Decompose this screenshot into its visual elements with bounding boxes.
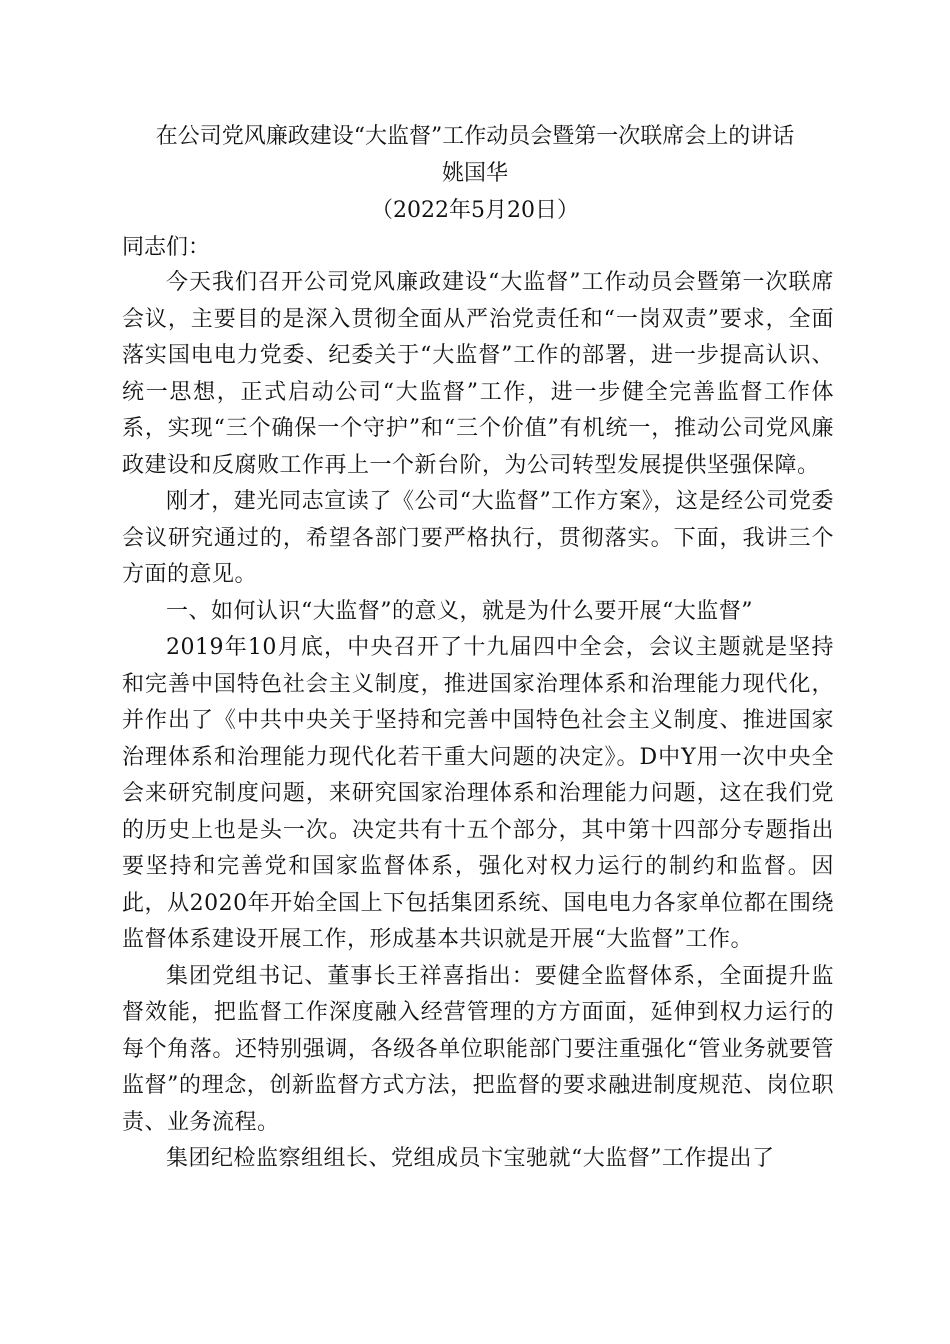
speech-date: （2022年5月20日） (371, 198, 579, 223)
salutation: 同志们： (122, 235, 211, 260)
section-heading-one: 一、如何认识“大监督”的意义，就是为什么要开展“大监督” (166, 598, 753, 624)
paragraph-inspection-group: 集团纪检监察组组长、党组成员卞宝驰就“大监督”工作提出了 (166, 1146, 775, 1171)
paragraph-fourth-plenum: 2019年10月底，中央召开了十九届四中全会，会议主题就是坚持和完善中国特色社会主义制度，推进国家治理体系和治理能力现代化，并作出了《中共中央关于坚持和完善中国特色社会主义制度、推进国家治理体系和治理能力现代化若干重大问题的决定》。D中Y用一次中央全会来研究制度问题，来研究国家治理体系和治理能力问题，这在我们党的历史上也是头一次。决定共有十五个部分，其中第十四部分专题指出要坚持和完善党和国家监督体系，强化对权力运行的制约和监督。因此，从2020年开始全国上下包括集团系统、国电电力各家单位都在围绕监督体系建设开展工作，形成基本共识就是开展“大监督”工作。 (122, 635, 834, 952)
paragraph-opening: 今天我们召开公司党风廉政建设“大监督”工作动员会暨第一次联席会议，主要目的是深入贯彻全面从严治党责任和“一岗双责”要求，全面落实国电电力党委、纪委关于“大监督”工作的部署，进一步提高认识、统一思想，正式启动公司“大监督”工作，进一步健全完善监督工作体系，实现“三个确保一个守护”和“三个价值”有机统一，推动公司党风廉政建设和反腐败工作再上一个新台阶，为公司转型发展提供坚强保障。 (122, 270, 834, 478)
speech-body (122, 265, 834, 1178)
speaker-name: 姚国华 (441, 161, 508, 186)
paragraph-group-chairman: 集团党组书记、董事长王祥喜指出：要健全监督体系，全面提升监督效能，把监督工作深度融入经营管理的方方面面，延伸到权力运行的每个角落。还特别强调，各级各单位职能部门要注重强化“管业务就要管监督”的理念，创新监督方式方法，把监督的要求融进制度规范、岗位职责、业务流程。 (122, 963, 834, 1135)
paragraph-plan-reading: 刚才，建光同志宣读了《公司“大监督”工作方案》，这是经公司党委会议研究通过的，希望各部门要严格执行，贯彻落实。下面，我讲三个方面的意见。 (122, 489, 834, 587)
document-title: 在公司党风廉政建设“大监督”工作动员会暨第一次联席会上的讲话 (155, 124, 795, 149)
